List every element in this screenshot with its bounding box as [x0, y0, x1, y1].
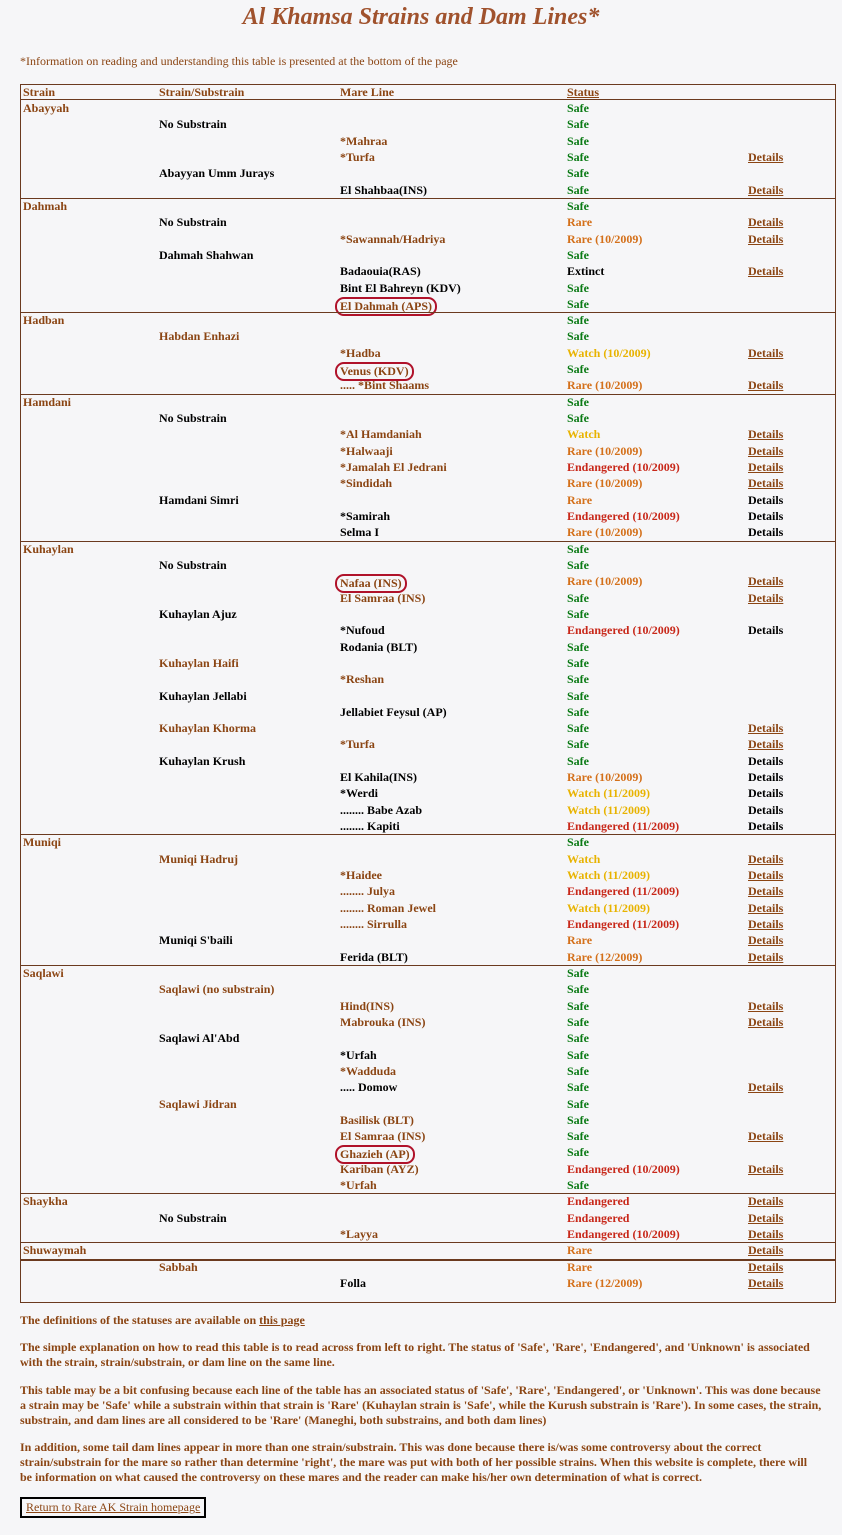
substrain-cell: No Substrain — [159, 557, 227, 572]
status-cell: Endangered (11/2009) — [567, 917, 680, 931]
substrain-cell: No Substrain — [159, 1210, 227, 1225]
mare-line-cell: Nafaa (INS) — [335, 574, 407, 593]
table-row — [21, 525, 835, 541]
details-link[interactable]: Details — [748, 900, 784, 915]
status-cell: Endangered (10/2009) — [567, 460, 680, 475]
details-link[interactable]: Details — [748, 378, 784, 393]
status-cell: Watch — [567, 427, 601, 442]
table-row — [21, 134, 835, 150]
strain-cell: Abayyah — [23, 101, 70, 115]
table-row — [21, 721, 835, 737]
table-row — [21, 558, 835, 574]
table-row — [21, 819, 835, 835]
table-row — [21, 672, 835, 688]
strain-cell: Kuhaylan — [23, 541, 74, 556]
status-cell: Rare (12/2009) — [567, 1276, 643, 1291]
details-link[interactable]: Details — [748, 215, 784, 230]
table-row — [21, 770, 835, 786]
table-row — [21, 786, 835, 802]
details-link[interactable]: Details — [748, 1194, 784, 1209]
table-row — [21, 982, 835, 998]
info-note: *Information on reading and understanding this table is presented at the bottom of the page — [20, 54, 458, 68]
table-row — [21, 966, 835, 982]
substrain-cell: Kuhaylan Haifi — [159, 655, 239, 670]
table-row — [21, 623, 835, 639]
table-row — [21, 297, 835, 313]
table-row — [21, 835, 835, 851]
strain-cell: Hamdani — [23, 394, 72, 409]
strain-table — [20, 84, 836, 1303]
status-cell: Endangered (10/2009) — [567, 1161, 680, 1176]
status-cell: Rare — [567, 933, 593, 948]
details-link[interactable]: Details — [748, 427, 784, 442]
details-link[interactable]: Details — [748, 1243, 784, 1258]
table-row — [21, 313, 835, 329]
table-row — [21, 166, 835, 182]
mare-line-cell: *Jamalah El Jedrani — [340, 460, 447, 475]
details-link[interactable]: Details — [748, 231, 784, 246]
table-row — [21, 1227, 835, 1243]
status-cell: Rare — [567, 1259, 593, 1274]
details-link[interactable]: Details — [748, 443, 784, 458]
status-cell: Endangered — [567, 1194, 630, 1209]
details-link[interactable]: Details — [748, 819, 784, 834]
substrain-cell: No Substrain — [159, 215, 227, 230]
substrain-cell: Hamdani Simri — [159, 492, 239, 507]
table-row — [21, 362, 835, 378]
status-cell: Safe — [567, 149, 589, 164]
status-cell: Safe — [567, 394, 589, 409]
table-row — [21, 1031, 835, 1047]
mare-line-cell: ........ Babe Azab — [340, 802, 423, 817]
mare-line-cell: *Mahraa — [340, 133, 388, 148]
status-cell: Safe — [567, 1031, 589, 1046]
status-cell: Safe — [567, 737, 589, 752]
status-cell: Safe — [567, 753, 589, 768]
header-strain: Strain — [23, 85, 56, 99]
details-link[interactable]: Details — [748, 802, 784, 817]
mare-line-cell: *Werdi — [340, 786, 378, 801]
mare-line-cell: ........ Julya — [340, 884, 396, 899]
status-cell: Safe — [567, 965, 589, 980]
table-row — [21, 689, 835, 705]
table-row — [21, 1129, 835, 1145]
status-cell: Safe — [567, 835, 589, 850]
details-link[interactable]: Details — [748, 182, 784, 197]
details-link[interactable]: Details — [748, 721, 784, 736]
status-cell: Safe — [567, 133, 589, 148]
note-paragraph-1: The simple explanation on how to read this table is to read across from left to right. The status of 'Safe', 'Rare', 'Endangered', and 'Unknown' is associated with the strain, strain/substrain, or dam line on the same line. — [20, 1340, 810, 1369]
mare-line-cell: El Samraa (INS) — [340, 590, 426, 605]
mare-line-cell: Rodania (BLT) — [340, 639, 418, 654]
strain-cell: Saqlawi — [23, 965, 64, 980]
mare-line-cell: El Kahila(INS) — [340, 770, 418, 785]
table-row — [21, 346, 835, 362]
status-cell: Rare (10/2009) — [567, 574, 643, 589]
status-cell: Safe — [567, 672, 589, 687]
substrain-cell: No Substrain — [159, 117, 227, 132]
table-row — [21, 640, 835, 656]
status-cell: Endangered (10/2009) — [567, 623, 680, 638]
mare-line-cell: Mabrouka (INS) — [340, 1014, 426, 1029]
strain-cell: Shaykha — [23, 1194, 68, 1209]
status-cell: Extinct — [567, 264, 605, 279]
table-row — [21, 737, 835, 753]
table-row — [21, 705, 835, 721]
table-row — [21, 215, 835, 231]
table-row — [21, 1162, 835, 1178]
substrain-cell: Kuhaylan Jellabi — [159, 688, 247, 703]
strain-cell: Dahmah — [23, 198, 68, 213]
mare-line-cell: El Shahbaa(INS) — [340, 182, 428, 197]
table-row — [21, 1048, 835, 1064]
details-link[interactable]: Details — [748, 492, 784, 507]
strain-cell: Muniqi — [23, 835, 62, 850]
status-cell: Safe — [567, 1080, 589, 1095]
header-substrain: Strain/Substrain — [159, 85, 245, 99]
page-title: Al Khamsa Strains and Dam Lines* — [242, 4, 600, 30]
table-row — [21, 1064, 835, 1080]
details-link[interactable]: Details — [748, 786, 784, 801]
details-link[interactable]: Details — [748, 1210, 784, 1225]
mare-line-cell: ..... *Bint Shaams — [340, 378, 430, 393]
details-link[interactable]: Details — [748, 917, 784, 931]
substrain-cell: Kuhaylan Ajuz — [159, 606, 237, 621]
status-cell: Safe — [567, 655, 589, 670]
substrain-cell: Muniqi Hadruj — [159, 851, 239, 866]
note-paragraph-3: In addition, some tail dam lines appear in more than one strain/substrain. This was done because there is/was some controversy about the correct strain/substrain for the mare so rather than determine 'right', the mare was put with both of her possible strains. When this website is complete, there will be information on what caused the controversy on these mares and the reader can make his/her own determination of what is correct. — [20, 1440, 808, 1484]
status-cell: Safe — [567, 329, 589, 344]
table-row — [21, 1145, 835, 1161]
status-cell: Safe — [567, 1145, 589, 1160]
details-link[interactable]: Details — [748, 476, 784, 491]
substrain-cell: Muniqi S'baili — [159, 933, 233, 948]
mare-line-cell: Folla — [340, 1276, 366, 1291]
status-cell: Safe — [567, 541, 589, 556]
status-cell: Rare (10/2009) — [567, 378, 643, 393]
mare-line-cell: El Dahmah (APS) — [335, 297, 437, 316]
status-cell: Safe — [567, 1063, 589, 1078]
details-link[interactable]: Details — [748, 753, 784, 768]
status-cell: Safe — [567, 117, 589, 132]
table-row — [21, 607, 835, 623]
details-link[interactable]: Details — [748, 949, 784, 964]
details-link[interactable]: Details — [748, 851, 784, 866]
details-link[interactable]: Details — [748, 1259, 784, 1274]
mare-line-cell: *Haidee — [340, 868, 382, 883]
substrain-cell: Saqlawi (no substrain) — [159, 982, 275, 997]
mare-line-cell: Ghazieh (AP) — [335, 1145, 415, 1164]
table-row — [21, 183, 835, 199]
status-cell: Safe — [567, 280, 589, 295]
mare-line-cell: *Sawannah/Hadriya — [340, 231, 446, 246]
mare-line-cell: *Sindidah — [340, 476, 393, 491]
table-row — [21, 852, 835, 868]
mare-line-cell: *Nufoud — [340, 623, 385, 638]
table-row — [21, 411, 835, 427]
details-link[interactable]: Details — [748, 590, 784, 605]
substrain-cell: Abayyan Umm Jurays — [159, 166, 275, 181]
mare-line-cell: *Urfah — [340, 1047, 377, 1062]
substrain-cell: Habdan Enhazi — [159, 329, 240, 344]
substrain-cell: Saqlawi Al'Abd — [159, 1031, 240, 1046]
strain-cell: Hadban — [23, 313, 65, 328]
table-row — [21, 591, 835, 607]
status-cell: Watch — [567, 851, 601, 866]
table-header — [21, 85, 835, 100]
table-row — [21, 803, 835, 819]
status-cell: Watch (11/2009) — [567, 868, 650, 883]
details-link[interactable]: Details — [748, 998, 784, 1013]
details-link[interactable]: Details — [748, 1161, 784, 1176]
table-row — [21, 1178, 835, 1194]
details-link[interactable]: Details — [748, 574, 784, 589]
mare-line-cell: Selma I — [340, 525, 379, 540]
mare-line-cell: *Samirah — [340, 509, 391, 523]
table-row — [21, 444, 835, 460]
details-link[interactable]: Details — [748, 884, 784, 899]
definitions-link[interactable]: this page — [259, 1313, 305, 1327]
status-cell: Safe — [567, 704, 589, 719]
table-row — [21, 1211, 835, 1227]
table-row — [21, 460, 835, 476]
table-row — [21, 754, 835, 770]
status-cell: Endangered — [567, 1210, 630, 1225]
table-row — [21, 493, 835, 509]
status-cell: Safe — [567, 313, 589, 328]
table-row — [21, 264, 835, 280]
mare-line-cell: Venus (KDV) — [335, 362, 414, 381]
details-link[interactable]: Details — [748, 1080, 784, 1095]
status-cell: Safe — [567, 362, 589, 377]
mare-line-cell: *Layya — [340, 1227, 379, 1242]
details-link[interactable]: Details — [748, 509, 784, 523]
status-cell: Safe — [567, 998, 589, 1013]
mare-line-cell: Badaouia(RAS) — [340, 264, 421, 279]
table-row — [21, 999, 835, 1015]
substrain-cell: Kuhaylan Krush — [159, 753, 246, 768]
status-cell: Rare (12/2009) — [567, 949, 643, 964]
table-row — [21, 868, 835, 884]
table-row — [21, 542, 835, 558]
table-row — [21, 427, 835, 443]
status-cell: Rare (10/2009) — [567, 443, 643, 458]
table-row — [21, 1260, 835, 1276]
table-row — [21, 395, 835, 411]
table-row — [21, 101, 835, 117]
details-link[interactable]: Details — [748, 770, 784, 785]
table-row — [21, 150, 835, 166]
details-link[interactable]: Details — [748, 868, 784, 883]
details-link[interactable]: Details — [748, 1276, 784, 1291]
substrain-cell: No Substrain — [159, 411, 227, 426]
table-row — [21, 1080, 835, 1096]
status-cell: Safe — [567, 606, 589, 621]
table-row — [21, 1097, 835, 1113]
status-cell: Safe — [567, 247, 589, 262]
table-row — [21, 117, 835, 133]
substrain-cell: Saqlawi Jidran — [159, 1096, 237, 1111]
mare-line-cell: ........ Sirrulla — [340, 917, 408, 931]
mare-line-cell: *Halwaaji — [340, 443, 393, 458]
status-cell: Safe — [567, 1129, 589, 1144]
mare-line-cell: Hind(INS) — [340, 998, 395, 1013]
details-link[interactable]: Details — [748, 345, 784, 360]
mare-line-cell: *Reshan — [340, 672, 385, 687]
status-cell: Endangered (11/2009) — [567, 884, 680, 899]
mare-line-cell: El Samraa (INS) — [340, 1129, 426, 1144]
table-row — [21, 950, 835, 966]
definitions-note — [20, 1313, 822, 1328]
definitions-text: The definitions of the statuses are available on — [20, 1313, 260, 1327]
status-cell: Safe — [567, 1096, 589, 1111]
mare-line-cell: *Wadduda — [340, 1063, 397, 1078]
status-cell: Safe — [567, 1047, 589, 1062]
table-row — [21, 509, 835, 525]
status-cell: Safe — [567, 721, 589, 736]
table-row — [21, 199, 835, 215]
details-link[interactable]: Details — [748, 525, 784, 540]
status-cell: Safe — [567, 411, 589, 426]
details-link[interactable]: Details — [748, 460, 784, 475]
status-cell: Rare (10/2009) — [567, 476, 643, 491]
details-link[interactable]: Details — [748, 1014, 784, 1029]
table-row — [21, 1276, 835, 1292]
status-cell: Watch (10/2009) — [567, 345, 651, 360]
details-link[interactable]: Details — [748, 264, 784, 279]
status-cell: Safe — [567, 1178, 589, 1193]
status-cell: Watch (11/2009) — [567, 802, 650, 817]
mare-line-cell: ........ Roman Jewel — [340, 900, 436, 915]
table-row — [21, 656, 835, 672]
status-cell: Watch (11/2009) — [567, 786, 650, 801]
mare-line-cell: Kariban (AYZ) — [340, 1161, 419, 1176]
substrain-cell: Sabbah — [159, 1259, 198, 1274]
status-cell: Rare (10/2009) — [567, 770, 643, 785]
mare-line-cell: *Turfa — [340, 737, 375, 752]
status-cell: Safe — [567, 198, 589, 213]
status-cell: Safe — [567, 688, 589, 703]
status-cell: Safe — [567, 166, 589, 181]
table-row — [21, 574, 835, 590]
status-cell: Safe — [567, 1112, 589, 1127]
mare-line-cell: Basilisk (BLT) — [340, 1112, 414, 1127]
status-cell: Endangered (11/2009) — [567, 819, 680, 834]
table-row — [21, 1194, 835, 1210]
status-cell: Rare (10/2009) — [567, 231, 643, 246]
status-cell: Endangered (10/2009) — [567, 1227, 680, 1242]
status-cell: Endangered (10/2009) — [567, 509, 680, 523]
status-cell: Rare — [567, 1243, 593, 1258]
mare-line-cell: Jellabiet Feysul (AP) — [340, 704, 447, 719]
table-row — [21, 281, 835, 297]
details-link[interactable]: Details — [748, 737, 784, 752]
table-row — [21, 901, 835, 917]
table-row — [21, 232, 835, 248]
status-cell: Safe — [567, 182, 589, 197]
table-row — [21, 884, 835, 900]
return-home-link[interactable]: Return to Rare AK Strain homepage — [20, 1497, 206, 1518]
table-row — [21, 248, 835, 264]
status-cell: Rare — [567, 215, 593, 230]
mare-line-cell: *Turfa — [340, 149, 375, 164]
table-row — [21, 1243, 835, 1259]
mare-line-cell: ..... Domow — [340, 1080, 398, 1095]
status-cell: Safe — [567, 1014, 589, 1029]
table-row — [21, 1015, 835, 1031]
status-cell: Watch (11/2009) — [567, 900, 650, 915]
details-link[interactable]: Details — [748, 1129, 784, 1144]
mare-line-cell: *Hadba — [340, 345, 381, 360]
mare-line-cell: *Urfah — [340, 1178, 377, 1193]
header-status: Status — [567, 85, 600, 99]
table-row — [21, 1113, 835, 1129]
mare-line-cell: Bint El Bahreyn (KDV) — [340, 280, 461, 295]
mare-line-cell: *Al Hamdaniah — [340, 427, 422, 442]
strain-cell: Shuwaymah — [23, 1243, 87, 1258]
status-cell: Safe — [567, 101, 589, 115]
status-cell: Safe — [567, 639, 589, 654]
substrain-cell: Kuhaylan Khorma — [159, 721, 257, 736]
details-link[interactable]: Details — [748, 149, 784, 164]
substrain-cell: Dahmah Shahwan — [159, 247, 254, 262]
note-paragraph-2: This table may be a bit confusing because each line of the table has an associated status of 'Safe', 'Rare', 'Endangered', or 'Unknown'. This was done because a strain may be 'Safe' while a substrain within that strain is 'Rare' (Kuhaylan strain is 'Safe', while the Kurush substrain is 'Rare'). In some cases, the strain, substrain, and dam lines are all considered to be 'Rare' (Maneghi, both substrains, and both dam lines) — [20, 1383, 822, 1427]
table-row — [21, 476, 835, 492]
table-row — [21, 933, 835, 949]
status-cell: Rare — [567, 492, 593, 507]
header-mare-line: Mare Line — [340, 85, 395, 99]
mare-line-cell: Ferida (BLT) — [340, 949, 408, 964]
details-link[interactable]: Details — [748, 623, 784, 638]
status-cell: Safe — [567, 982, 589, 997]
details-link[interactable]: Details — [748, 1227, 784, 1242]
table-row — [21, 917, 835, 933]
table-row — [21, 329, 835, 345]
table-row — [21, 378, 835, 394]
status-cell: Safe — [567, 557, 589, 572]
status-cell: Safe — [567, 296, 589, 311]
mare-line-cell: ........ Kapiti — [340, 819, 400, 834]
status-cell: Safe — [567, 590, 589, 605]
details-link[interactable]: Details — [748, 933, 784, 948]
status-cell: Rare (10/2009) — [567, 525, 643, 540]
